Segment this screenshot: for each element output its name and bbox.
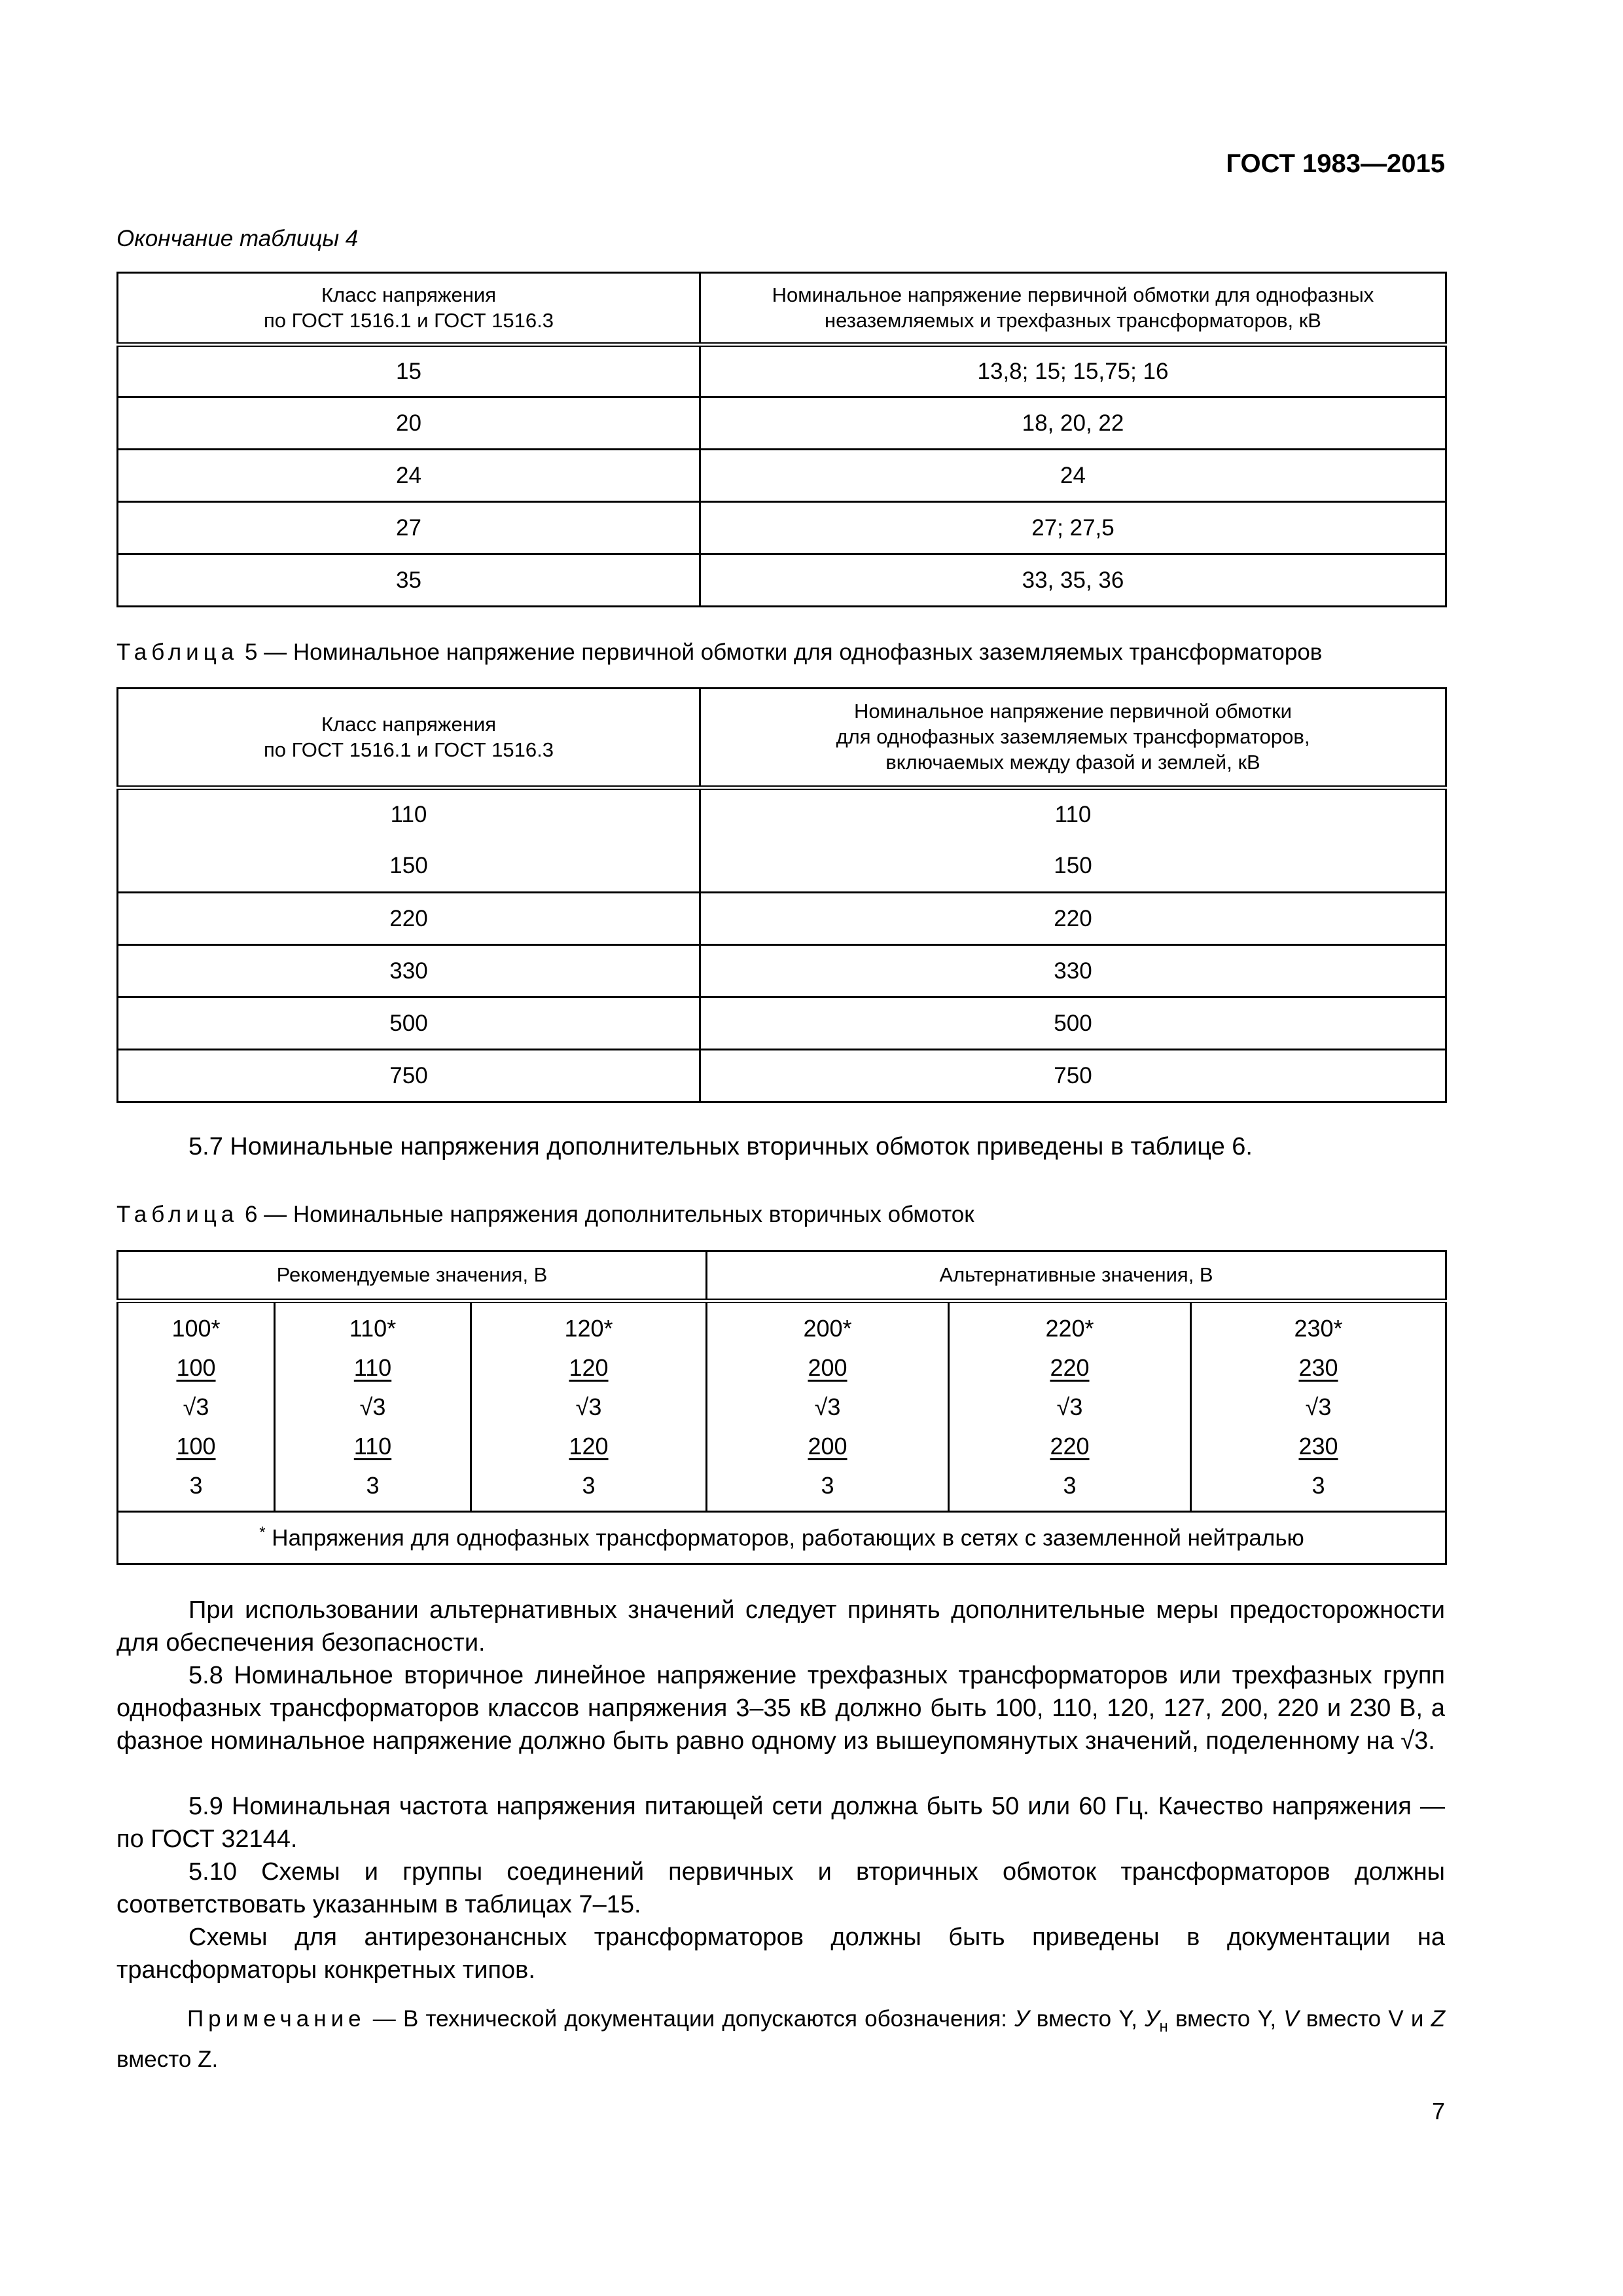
table5-cell: 330 [118,945,700,997]
note-symbol: У [1145,2006,1160,2032]
table4-cell: 27; 27,5 [700,502,1446,554]
table4-header-class: Класс напряжения по ГОСТ 1516.1 и ГОСТ 1516.3 [118,273,700,345]
note-text: вместо [116,2047,198,2072]
value-numerator: 120 [569,1354,609,1381]
paragraph-precautions: При использовании альтернативных значений следует принять дополнительные меры предосторожности для обеспечения безопасности. [116,1596,1445,1657]
v-symbol: V [1388,2006,1404,2032]
paragraph-5-8: 5.8 Номинальное вторичное линейное напряжение трехфазных трансформаторов или трехфазных групп однофазных трансформаторов классов напряжения 3–35 кВ должно быть 100, 110, 120, 127, 200, 220 и 230 В, а фазное номинальное напряжение должно быть равно одному из вышеупомянутых значений, поделенному на √3. [116,1662,1445,1755]
value-first: 200* [803,1314,852,1342]
table4-cell: 24 [118,450,700,502]
table5-caption [116,639,1322,666]
table4-cell: 33, 35, 36 [700,554,1446,607]
note [116,2003,1445,2076]
note-text: вместо [1298,2006,1389,2032]
table4-cell: 18, 20, 22 [700,397,1446,450]
table5-cell: 110 [118,788,700,840]
wye-symbol: Y [1118,2006,1132,2032]
note-symbol: У [1014,2006,1029,2032]
value-denominator: √3 [814,1393,841,1420]
table5-cell: 220 [118,893,700,945]
value-numerator: 220 [1050,1432,1090,1460]
value-denominator: √3 [1305,1393,1332,1420]
note-text: и [1403,2006,1431,2032]
value-first: 110* [349,1314,397,1342]
table4-cell: 27 [118,502,700,554]
paragraph-5-10: 5.10 Схемы и группы соединений первичных и вторичных обмоток трансформаторов должны соответствовать указанным в таблицах 7–15. [116,1858,1445,1918]
note-symbol: V [1283,2006,1299,2032]
note-text: — В технической документации допускаются обозначения: [365,2006,1015,2032]
table6-value-cell [275,1301,471,1512]
value-numerator: 230 [1298,1432,1338,1460]
note-text: , [1270,2006,1284,2032]
table4 [116,272,1447,607]
table5-header-class: Класс напряжения по ГОСТ 1516.1 и ГОСТ 1516.3 [118,689,700,788]
table4-cell: 13,8; 15; 15,75; 16 [700,345,1446,397]
value-numerator: 100 [176,1354,216,1381]
value-first: 220* [1045,1314,1094,1342]
table6-value-cell [949,1301,1191,1512]
table5-cell: 330 [700,945,1446,997]
value-numerator: 120 [569,1432,609,1460]
value-first: 100* [171,1314,221,1342]
wye-neutral-symbol: Y [1257,2006,1270,2032]
table4-cell: 35 [118,554,700,607]
table4-header-voltage: Номинальное напряжение первичной обмотки для однофазных незаземляемых и трехфазных трансформаторов, кВ [700,273,1446,345]
note-subscript: н [1159,2018,1168,2036]
table6-header-alternative: Альтернативные значения, В [707,1251,1446,1301]
note-text: вместо [1168,2006,1258,2032]
table6-header-recommended: Рекомендуемые значения, В [118,1251,707,1301]
note-symbol: Z [1431,2006,1446,2032]
paragraph-antiresonant: Схемы для антирезонансных трансформаторов должны быть приведены в документации на трансформаторы конкретных типов. [116,1924,1445,1984]
table5-cell: 750 [700,1050,1446,1102]
table6-value-cell [471,1301,707,1512]
value-numerator: 200 [808,1432,847,1460]
value-denominator: √3 [183,1393,209,1420]
table6-caption-label: Таблица [116,1202,239,1227]
value-numerator: 200 [808,1354,847,1381]
note-text: . [211,2047,219,2072]
footnote-mark: * [259,1523,266,1541]
value-first: 230* [1294,1314,1343,1342]
table5-cell: 110 [700,788,1446,840]
note-text: , [1131,2006,1145,2032]
value-denominator: √3 [575,1393,602,1420]
table4-cell: 24 [700,450,1446,502]
table6-value-cell [1191,1301,1446,1512]
document-header: ГОСТ 1983—2015 [1226,149,1445,178]
value-numerator: 110 [353,1354,392,1381]
note-text: вместо [1029,2006,1119,2032]
value-denominator: √3 [359,1393,386,1420]
table4-caption: Окончание таблицы 4 [116,226,359,251]
value-first: 120* [564,1314,613,1342]
table6-value-cell [118,1301,275,1512]
value-denominator: 3 [1063,1471,1077,1499]
page-number: 7 [1431,2098,1445,2125]
value-numerator: 100 [176,1432,216,1460]
table6-caption-text: 6 — Номинальные напряжения дополнительных вторичных обмоток [244,1202,974,1227]
table4-cell: 15 [118,345,700,397]
table4-cell: 20 [118,397,700,450]
value-denominator: 3 [189,1471,203,1499]
paragraph-5-9: 5.9 Номинальная частота напряжения питающей сети должна быть 50 или 60 Гц. Качество напряжения — по ГОСТ 32144. [116,1793,1445,1853]
table5-cell: 150 [118,840,700,893]
footnote-text: Напряжения для однофазных трансформаторов, работающих в сетях с заземленной нейтралью [272,1525,1304,1551]
table5-cell: 500 [700,997,1446,1050]
value-denominator: 3 [1311,1471,1325,1499]
table6-footnote [118,1512,1446,1564]
zigzag-symbol: Z [198,2047,212,2072]
table6-value-cell [707,1301,949,1512]
note-label: Примечание [187,2006,366,2032]
table5-header-voltage: Номинальное напряжение первичной обмотки для однофазных заземляемых трансформаторов, включаемых между фазой и землей, кВ [700,689,1446,788]
table6-caption [116,1202,974,1228]
paragraph-5-7: 5.7 Номинальные напряжения дополнительных вторичных обмоток приведены в таблице 6. [188,1133,1253,1160]
value-numerator: 110 [353,1432,392,1460]
value-denominator: 3 [582,1471,596,1499]
table6 [116,1250,1447,1565]
table5-cell: 500 [118,997,700,1050]
table5-caption-text: 5 — Номинальное напряжение первичной обмотки для однофазных заземляемых трансформаторов [244,639,1323,665]
value-denominator: √3 [1056,1393,1083,1420]
value-denominator: 3 [821,1471,834,1499]
table5-cell: 750 [118,1050,700,1102]
value-numerator: 230 [1298,1354,1338,1381]
table5 [116,687,1447,1103]
table5-cell: 150 [700,840,1446,893]
table5-caption-label: Таблица [116,639,239,665]
value-numerator: 220 [1050,1354,1090,1381]
value-denominator: 3 [366,1471,380,1499]
table5-cell: 220 [700,893,1446,945]
